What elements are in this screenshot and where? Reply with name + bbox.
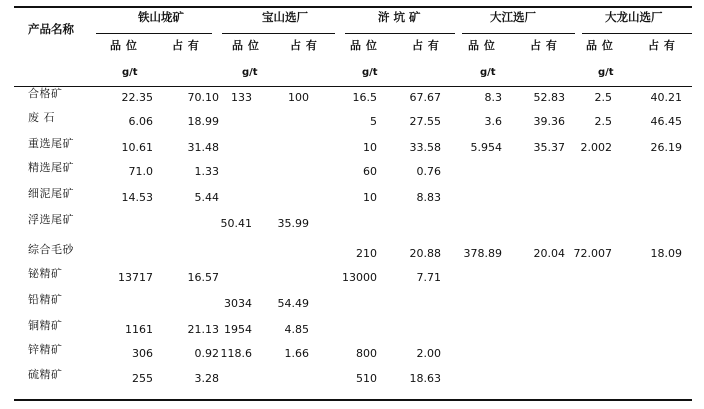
grade-subheader-4: 品 位 bbox=[468, 39, 496, 52]
table-cell: 20.04 bbox=[533, 247, 565, 260]
table-cell: 67.67 bbox=[409, 91, 441, 104]
group-underline-5 bbox=[582, 33, 692, 34]
table-cell: 60 bbox=[363, 165, 377, 178]
table-cell: 133 bbox=[231, 91, 252, 104]
table-cell: 118.6 bbox=[220, 347, 252, 360]
unit-label-3: g/t bbox=[362, 67, 378, 78]
unit-label-1: g/t bbox=[122, 67, 138, 78]
table-cell: 1.66 bbox=[284, 347, 309, 360]
row-label: 重选尾矿 bbox=[28, 137, 74, 150]
group-header-1: 铁山垅矿 bbox=[138, 10, 184, 24]
unit-label-2: g/t bbox=[242, 67, 258, 78]
row-label: 废 石 bbox=[28, 111, 55, 124]
table-cell: 71.0 bbox=[128, 165, 153, 178]
group-header-3: 浒 坑 矿 bbox=[378, 10, 421, 24]
table-cell: 35.99 bbox=[277, 217, 309, 230]
row-label: 铋精矿 bbox=[28, 267, 63, 280]
row-label: 锌精矿 bbox=[28, 343, 63, 356]
table-cell: 40.21 bbox=[650, 91, 682, 104]
table-cell: 7.71 bbox=[416, 271, 441, 284]
table-cell: 18.63 bbox=[409, 372, 441, 385]
group-header-4: 大江选厂 bbox=[490, 10, 536, 24]
table-cell: 26.19 bbox=[650, 141, 682, 154]
table-top-rule bbox=[14, 6, 692, 8]
table-cell: 21.13 bbox=[187, 323, 219, 336]
table-cell: 1.33 bbox=[194, 165, 219, 178]
table-cell: 100 bbox=[288, 91, 309, 104]
table-cell: 2.5 bbox=[594, 115, 612, 128]
grade-subheader-5: 品 位 bbox=[586, 39, 614, 52]
unit-label-5: g/t bbox=[598, 67, 614, 78]
row-label: 合格矿 bbox=[28, 87, 63, 100]
table-cell: 6.06 bbox=[128, 115, 153, 128]
table-cell: 1161 bbox=[125, 323, 153, 336]
table-cell: 10 bbox=[363, 191, 377, 204]
grade-subheader-2: 品 位 bbox=[232, 39, 260, 52]
table-cell: 46.45 bbox=[650, 115, 682, 128]
table-cell: 306 bbox=[132, 347, 153, 360]
share-subheader-3: 占 有 bbox=[412, 39, 440, 52]
table-cell: 14.53 bbox=[121, 191, 153, 204]
table-cell: 27.55 bbox=[409, 115, 441, 128]
table-cell: 2.5 bbox=[594, 91, 612, 104]
table-cell: 510 bbox=[356, 372, 377, 385]
table-cell: 378.89 bbox=[463, 247, 502, 260]
unit-label-4: g/t bbox=[480, 67, 496, 78]
table-cell: 22.35 bbox=[121, 91, 153, 104]
table-cell: 13717 bbox=[118, 271, 153, 284]
group-underline-3 bbox=[345, 33, 455, 34]
row-label: 浮选尾矿 bbox=[28, 213, 74, 226]
share-subheader-2: 占 有 bbox=[290, 39, 318, 52]
group-underline-4 bbox=[462, 33, 575, 34]
table-cell: 72.007 bbox=[573, 247, 612, 260]
table-cell: 10 bbox=[363, 141, 377, 154]
table-cell: 5 bbox=[370, 115, 377, 128]
table-cell: 255 bbox=[132, 372, 153, 385]
table-cell: 35.37 bbox=[533, 141, 565, 154]
table-cell: 13000 bbox=[342, 271, 377, 284]
table-cell: 1954 bbox=[224, 323, 252, 336]
row-label: 综合毛砂 bbox=[28, 243, 74, 256]
table-cell: 8.3 bbox=[484, 91, 502, 104]
share-subheader-1: 占 有 bbox=[172, 39, 200, 52]
table-cell: 210 bbox=[356, 247, 377, 260]
table-cell: 70.10 bbox=[187, 91, 219, 104]
row-label: 细泥尾矿 bbox=[28, 187, 74, 200]
table-cell: 4.85 bbox=[284, 323, 309, 336]
row-label: 铜精矿 bbox=[28, 319, 63, 332]
table-cell: 10.61 bbox=[121, 141, 153, 154]
grade-subheader-3: 品 位 bbox=[350, 39, 378, 52]
table-cell: 5.44 bbox=[194, 191, 219, 204]
table-cell: 800 bbox=[356, 347, 377, 360]
table-bottom-rule bbox=[14, 399, 692, 401]
table-cell: 18.99 bbox=[187, 115, 219, 128]
table-cell: 18.09 bbox=[650, 247, 682, 260]
group-underline-2 bbox=[222, 33, 335, 34]
table-cell: 31.48 bbox=[187, 141, 219, 154]
group-underline-1 bbox=[96, 33, 212, 34]
table-cell: 8.83 bbox=[416, 191, 441, 204]
table-cell: 5.954 bbox=[470, 141, 502, 154]
table-header-rule bbox=[14, 86, 692, 87]
row-header-label: 产品名称 bbox=[28, 22, 74, 36]
table-cell: 2.002 bbox=[580, 141, 612, 154]
table-cell: 50.41 bbox=[220, 217, 252, 230]
table-cell: 16.57 bbox=[187, 271, 219, 284]
table-cell: 39.36 bbox=[533, 115, 565, 128]
table-cell: 54.49 bbox=[277, 297, 309, 310]
table-cell: 20.88 bbox=[409, 247, 441, 260]
group-header-5: 大龙山选厂 bbox=[605, 10, 663, 24]
row-label: 精选尾矿 bbox=[28, 161, 74, 174]
table-cell: 3.28 bbox=[194, 372, 219, 385]
share-subheader-4: 占 有 bbox=[530, 39, 558, 52]
table-cell: 16.5 bbox=[352, 91, 377, 104]
share-subheader-5: 占 有 bbox=[648, 39, 676, 52]
group-header-2: 宝山选厂 bbox=[262, 10, 308, 24]
row-label: 铅精矿 bbox=[28, 293, 63, 306]
table-cell: 0.76 bbox=[416, 165, 441, 178]
table-cell: 3034 bbox=[224, 297, 252, 310]
table-cell: 52.83 bbox=[533, 91, 565, 104]
row-label: 硫精矿 bbox=[28, 368, 63, 381]
table-cell: 3.6 bbox=[484, 115, 502, 128]
table-cell: 33.58 bbox=[409, 141, 441, 154]
table-cell: 2.00 bbox=[416, 347, 441, 360]
table-cell: 0.92 bbox=[194, 347, 219, 360]
grade-subheader-1: 品 位 bbox=[110, 39, 138, 52]
